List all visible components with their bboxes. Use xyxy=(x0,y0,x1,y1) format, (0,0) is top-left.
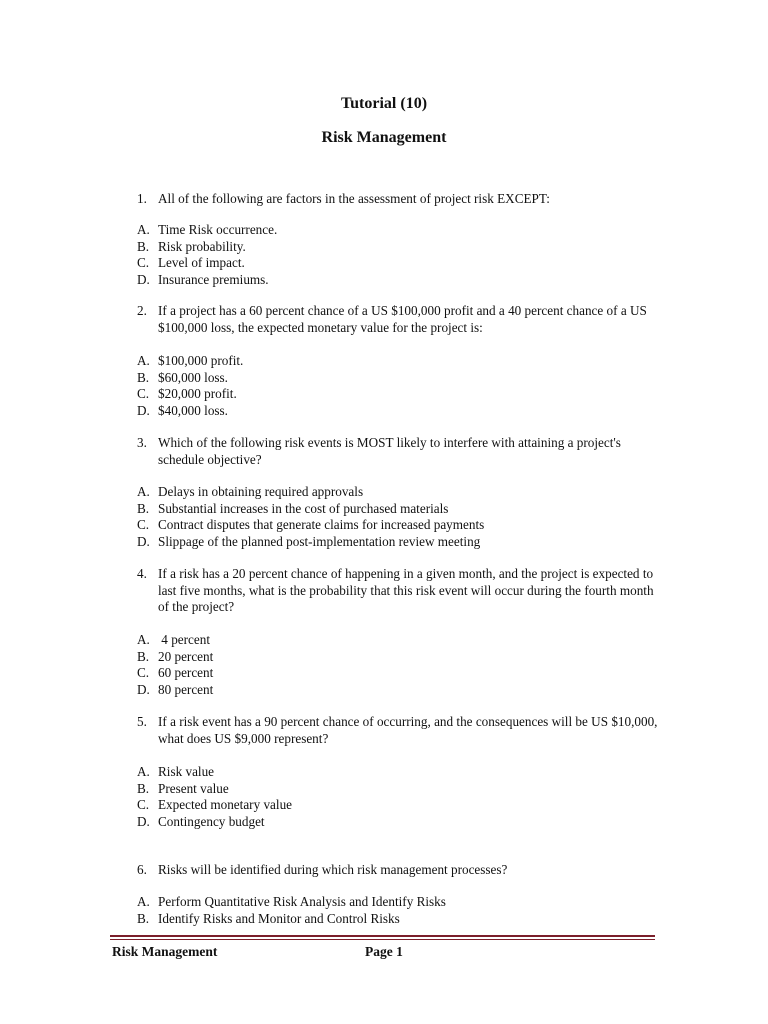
question-1 xyxy=(137,191,662,208)
option-d xyxy=(137,682,662,699)
option-letter: C. xyxy=(137,797,150,812)
question-5 xyxy=(137,714,662,747)
option-b xyxy=(137,781,662,798)
option-letter: B. xyxy=(137,369,150,385)
option-letter: B. xyxy=(137,780,150,796)
option-d xyxy=(137,814,662,831)
option-c xyxy=(137,386,662,403)
option-text: 4 percent xyxy=(158,632,210,647)
question-3-options xyxy=(137,484,662,550)
option-text: Identify Risks and Monitor and Control Risks xyxy=(158,910,400,926)
option-d xyxy=(137,534,662,551)
option-a xyxy=(137,484,662,501)
question-number: 1. xyxy=(137,191,147,206)
question-text: Risks will be identified during which risk management processes? xyxy=(158,862,508,877)
question-text: If a risk has a 20 percent chance of happening in a given month, and the project is expected to last five months, what is the probability that this risk event will occur during the fourth month of the project? xyxy=(158,566,654,614)
option-b xyxy=(137,239,662,256)
option-b xyxy=(137,501,662,518)
option-letter: A. xyxy=(137,632,150,647)
option-letter: A. xyxy=(137,484,150,499)
question-text: If a project has a 60 percent chance of a US $100,000 profit and a 40 percent chance of a US $100,000 loss, the expected monetary value for the project is: xyxy=(158,303,647,335)
option-letter: C. xyxy=(137,517,150,532)
option-text: Delays in obtaining required approvals xyxy=(158,484,364,499)
option-b xyxy=(137,911,662,928)
option-text: 20 percent xyxy=(158,648,214,664)
option-letter: A. xyxy=(137,764,150,779)
option-b xyxy=(137,649,662,666)
option-letter: B. xyxy=(137,238,150,254)
question-1-options xyxy=(137,222,662,288)
option-c xyxy=(137,255,662,272)
option-letter: C. xyxy=(137,386,150,401)
option-text: $20,000 profit. xyxy=(158,386,237,401)
footer-rule-thick xyxy=(110,935,655,937)
question-text: If a risk event has a 90 percent chance of occurring, and the consequences will be US $10,000, what does US $9,000 represent? xyxy=(158,714,658,746)
question-2-options xyxy=(137,353,662,419)
question-4 xyxy=(137,566,662,616)
option-text: Contingency budget xyxy=(158,813,265,829)
question-number: 6. xyxy=(137,862,147,877)
option-a xyxy=(137,764,662,781)
footer-title: Risk Management xyxy=(112,944,218,959)
question-6 xyxy=(137,862,662,879)
option-c xyxy=(137,517,662,534)
option-text: $100,000 profit. xyxy=(158,353,244,368)
option-d xyxy=(137,403,662,420)
option-text: Perform Quantitative Risk Analysis and Identify Risks xyxy=(158,894,446,909)
question-text: Which of the following risk events is MOST likely to interfere with attaining a project's schedule objective? xyxy=(158,435,621,467)
option-letter: B. xyxy=(137,500,150,516)
option-letter: A. xyxy=(137,894,150,909)
option-text: Risk probability. xyxy=(158,238,246,254)
option-a xyxy=(137,894,662,911)
question-number: 5. xyxy=(137,714,147,729)
option-letter: D. xyxy=(137,813,150,829)
option-text: Insurance premiums. xyxy=(158,271,269,287)
option-text: Time Risk occurrence. xyxy=(158,222,278,237)
question-number: 2. xyxy=(137,303,147,318)
option-letter: D. xyxy=(137,271,150,287)
option-letter: D. xyxy=(137,681,150,697)
option-letter: A. xyxy=(137,222,150,237)
option-text: Present value xyxy=(158,780,229,796)
option-a xyxy=(137,353,662,370)
option-text: 80 percent xyxy=(158,681,214,697)
option-letter: C. xyxy=(137,255,150,270)
option-text: $40,000 loss. xyxy=(158,402,228,418)
option-letter: D. xyxy=(137,533,150,549)
option-text: Slippage of the planned post-implementation review meeting xyxy=(158,533,481,549)
option-letter: A. xyxy=(137,353,150,368)
option-a xyxy=(137,632,662,649)
option-b xyxy=(137,370,662,387)
option-letter: C. xyxy=(137,665,150,680)
option-c xyxy=(137,797,662,814)
option-text: $60,000 loss. xyxy=(158,369,228,385)
question-6-options xyxy=(137,894,662,927)
question-4-options xyxy=(137,632,662,698)
page-number: Page 1 xyxy=(365,944,403,959)
option-text: 60 percent xyxy=(158,665,214,680)
option-text: Risk value xyxy=(158,764,215,779)
option-text: Substantial increases in the cost of purchased materials xyxy=(158,500,449,516)
option-text: Level of impact. xyxy=(158,255,245,270)
question-2 xyxy=(137,303,662,336)
option-letter: B. xyxy=(137,910,150,926)
question-number: 3. xyxy=(137,435,147,450)
option-letter: B. xyxy=(137,648,150,664)
option-c xyxy=(137,665,662,682)
option-text: Expected monetary value xyxy=(158,797,293,812)
question-5-options xyxy=(137,764,662,830)
option-d xyxy=(137,272,662,289)
option-a xyxy=(137,222,662,239)
option-letter: D. xyxy=(137,402,150,418)
question-number: 4. xyxy=(137,566,147,581)
question-3 xyxy=(137,435,662,468)
document-subtitle: Risk Management xyxy=(321,129,447,146)
footer-rule-thin xyxy=(110,939,655,940)
document-title: Tutorial (10) xyxy=(340,95,428,112)
option-text: Contract disputes that generate claims for increased payments xyxy=(158,517,485,532)
question-text: All of the following are factors in the assessment of project risk EXCEPT: xyxy=(158,191,550,206)
